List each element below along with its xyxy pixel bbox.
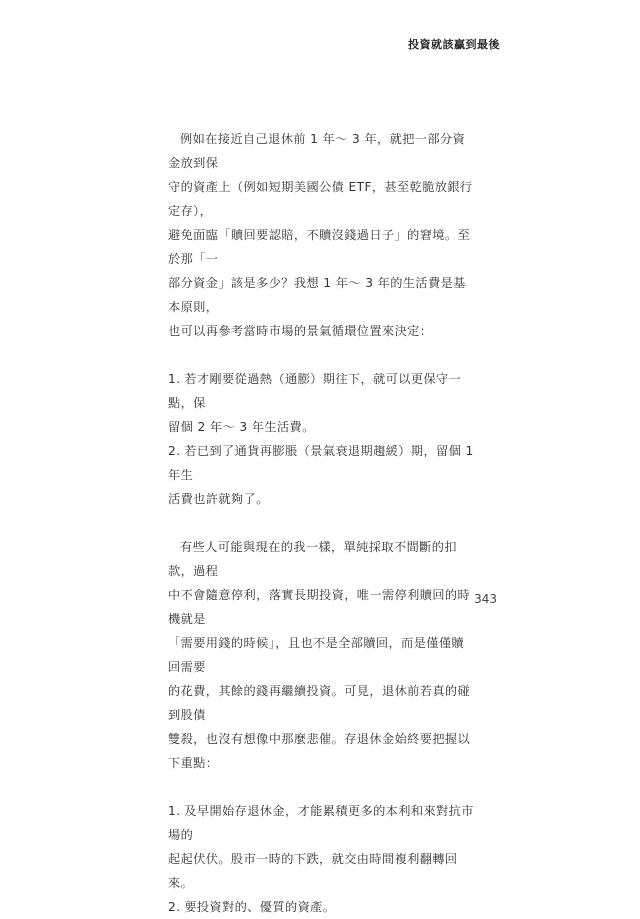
list-item <box>168 367 476 439</box>
running-header: 投資就該贏到最後 <box>408 38 500 51</box>
list-item <box>168 799 476 895</box>
body-text <box>168 127 476 919</box>
paragraph-retirement-buffer: 例如在接近自己退休前 1 年～ 3 年，就把一部分資金放到保 守的資產上（例如短期美國公債 ETF，甚至乾脆放銀行定存）， 避免面臨「贖回要認賠，不贖沒錢過日子」的窘境。至於那「一 部分資金」該是多少？我想 1 年～ 3 年的生活費是基本原則， 也可以再參考當時市場的景氣循環位置來決定： <box>168 132 473 338</box>
list-item-text: 若已到了通貨再膨脹（景氣衰退期趨緩）期，留個 1 年生 活費也許就夠了。 <box>168 444 474 506</box>
list-number: 1. <box>168 804 181 818</box>
paragraph-spacer <box>168 775 476 799</box>
list-number: 2. <box>168 444 181 458</box>
list-item <box>168 895 476 919</box>
list-number: 1. <box>168 372 181 386</box>
paragraph-spacer <box>168 511 476 535</box>
list-item-text: 要投資對的、優質的資產。 <box>184 900 336 914</box>
paragraph-continuous-investing: 有些人可能與現在的我一樣，單純採取不間斷的扣款，過程 中不會隨意停利，落實長期投資，唯一需停利贖回的時機就是 「需要用錢的時候」，且也不是全部贖回，而是僅僅贖回需要 的花費，其餘的錢再繼續投資。可見，退休前若真的碰到股債 雙殺，也沒有想像中那麼悲催。存退休金始終要把握以下重點： <box>168 540 471 770</box>
list-item-text: 及早開始存退休金，才能累積更多的本利和來對抗市場的 起起伏伏。股市一時的下跌，就交由時間複利翻轉回來。 <box>168 804 474 890</box>
paragraph-spacer <box>168 343 476 367</box>
list-item-text: 若才剛要從過熱（通膨）期往下，就可以更保守一點，保 留個 2 年～ 3 年生活費。 <box>168 372 462 434</box>
list-item <box>168 439 476 511</box>
list-number: 2. <box>168 900 181 914</box>
page-number: 343 <box>474 592 497 606</box>
